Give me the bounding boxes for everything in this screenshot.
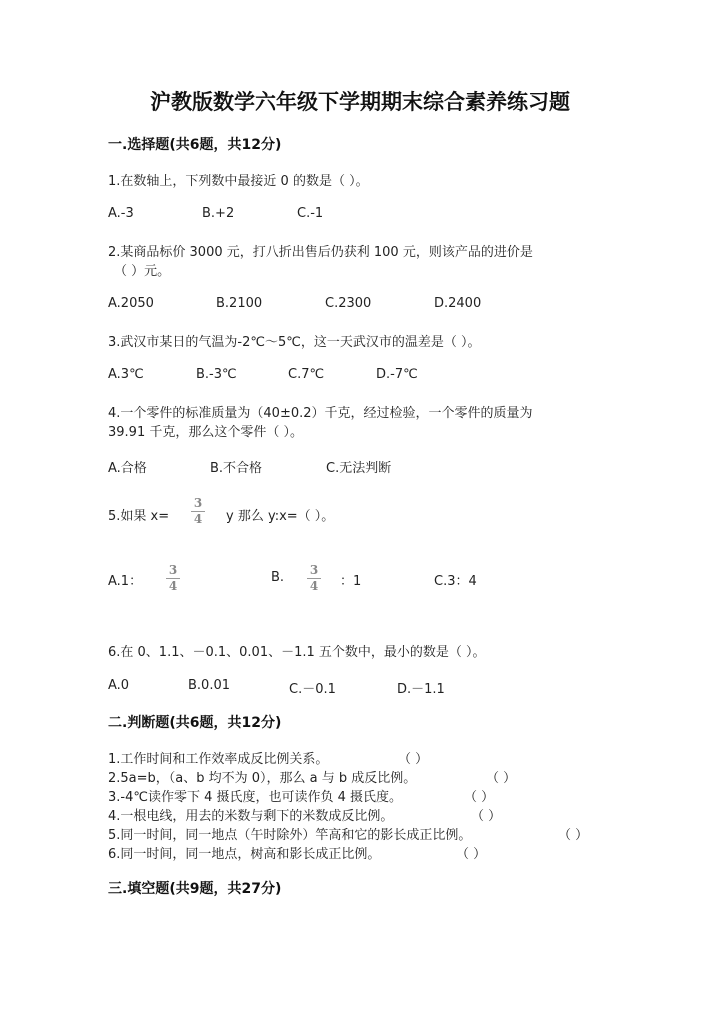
- q2-option-d: D.2400: [434, 296, 482, 311]
- q2-option-a: A.2050: [108, 296, 154, 311]
- question-5-suffix: y 那么 y:x=（ ）。: [226, 509, 335, 524]
- q3-option-a: A.3℃: [108, 367, 144, 382]
- fraction-denominator: 4: [309, 579, 319, 593]
- q1-option-b: B.+2: [202, 206, 235, 221]
- q5-option-a-fraction: [166, 564, 180, 593]
- fraction-numerator: 3: [168, 563, 178, 577]
- fraction-denominator: 4: [168, 579, 178, 593]
- q1-option-a: A.-3: [108, 206, 134, 221]
- q5-option-b-fraction: [307, 564, 321, 593]
- q5-option-c: C.3：4: [434, 574, 477, 589]
- q3-option-c: C.7℃: [288, 367, 325, 382]
- judge-answer-paren-1: （ ）: [398, 752, 429, 767]
- judge-item-4: 4.一根电线，用去的米数与剩下的米数成反比例。: [108, 809, 394, 824]
- q4-option-b: B.不合格: [210, 461, 263, 476]
- q6-option-b: B.0.01: [188, 678, 230, 693]
- q3-option-b: B.-3℃: [196, 367, 237, 382]
- q2-option-c: C.2300: [325, 296, 372, 311]
- question-4-line1: 4.一个零件的标准质量为（40±0.2）千克，经过检验，一个零件的质量为: [108, 406, 533, 421]
- q5-option-b: B.: [271, 570, 285, 585]
- question-1: 1.在数轴上，下列数中最接近 0 的数是（ ）。: [108, 174, 369, 189]
- fraction-numerator: 3: [193, 496, 203, 510]
- fraction-three-quarters: [191, 497, 205, 526]
- fraction-denominator: 4: [193, 512, 203, 526]
- q6-option-d: D.－1.1: [397, 682, 445, 697]
- question-5-prefix: 5.如果 x=: [108, 509, 170, 524]
- q3-option-d: D.-7℃: [376, 367, 418, 382]
- q4-option-c: C.无法判断: [326, 461, 392, 476]
- q1-option-c: C.-1: [297, 206, 324, 221]
- judge-answer-paren-3: （ ）: [464, 790, 495, 805]
- judge-item-3: 3.-4℃读作零下 4 摄氏度，也可读作负 4 摄氏度。: [108, 790, 403, 805]
- q5-option-b-suffix: ：1: [340, 574, 362, 589]
- fraction-numerator: 3: [309, 563, 319, 577]
- judge-answer-paren-4: （ ）: [471, 809, 502, 824]
- q6-option-c: C.－0.1: [289, 682, 336, 697]
- question-3: 3.武汉市某日的气温为-2℃～5℃，这一天武汉市的温差是（ ）。: [108, 335, 481, 350]
- question-6: 6.在 0、1.1、－0.1、0.01、－1.1 五个数中，最小的数是（ ）。: [108, 645, 486, 660]
- section-heading-judge: 二.判断题(共6题，共12分): [108, 715, 282, 731]
- judge-item-2: 2.5a=b，（a、b 均不为 0），那么 a 与 b 成反比例。: [108, 771, 417, 786]
- section-heading-choice: 一.选择题(共6题，共12分): [108, 137, 282, 153]
- judge-answer-paren-2: （ ）: [486, 771, 517, 786]
- q5-option-a: A.1：: [108, 574, 143, 589]
- q6-option-a: A.0: [108, 678, 130, 693]
- question-2-line1: 2.某商品标价 3000 元，打八折出售后仍获利 100 元，则该产品的进价是: [108, 245, 533, 260]
- section-heading-fill: 三.填空题(共9题，共27分): [108, 881, 282, 897]
- judge-item-6: 6.同一时间，同一地点，树高和影长成正比例。: [108, 847, 381, 862]
- page-title: 沪教版数学六年级下学期期末综合素养练习题: [150, 89, 570, 114]
- question-4-line2: 39.91 千克，那么这个零件（ ）。: [108, 425, 303, 440]
- q4-option-a: A.合格: [108, 461, 147, 476]
- q2-option-b: B.2100: [216, 296, 263, 311]
- judge-item-1: 1.工作时间和工作效率成反比例关系。: [108, 752, 329, 767]
- judge-answer-paren-5: （ ）: [558, 828, 589, 843]
- judge-item-5: 5.同一时间，同一地点（午时除外）竿高和它的影长成正比例。: [108, 828, 472, 843]
- judge-answer-paren-6: （ ）: [456, 847, 487, 862]
- question-2-line2: （ ）元。: [114, 264, 171, 279]
